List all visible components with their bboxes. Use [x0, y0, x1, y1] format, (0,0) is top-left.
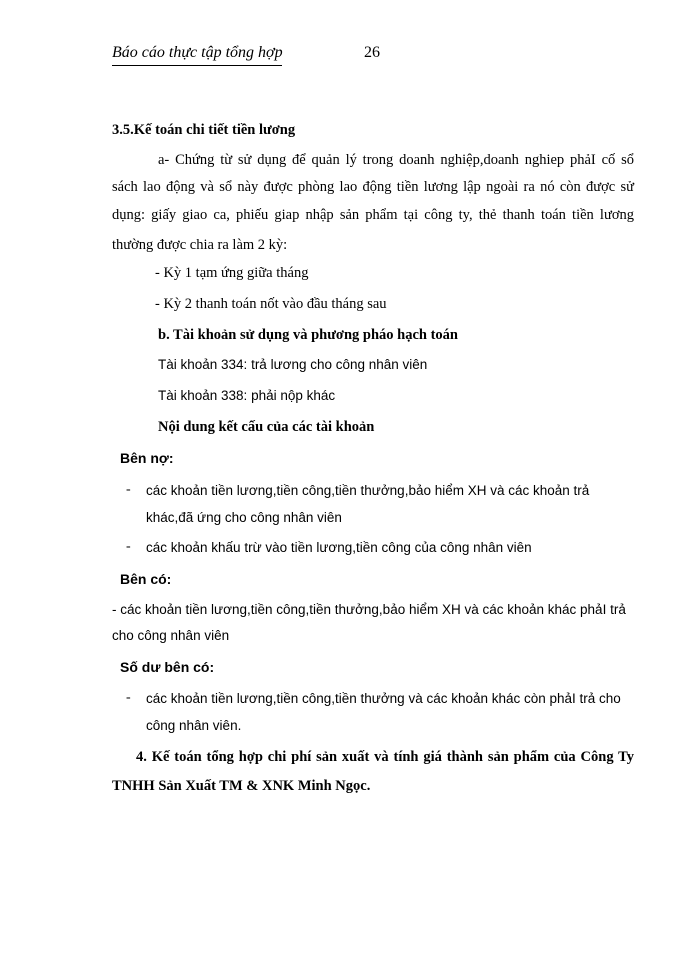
para-a-line-2: sách lao động và sổ này được phòng lao động tiền lương lập ngoài ra nó còn được sử [112, 179, 634, 195]
section-4-line-1: 4. Kế toán tổng hợp chi phí sản xuất và tính giá thành sản phẩm của Công Ty [136, 749, 634, 765]
header-underline [112, 65, 282, 66]
so-du-line-2: công nhân viên. [146, 718, 242, 733]
ben-co-line-2: cho công nhân viên [112, 628, 230, 643]
para-a-line-1: a- Chứng từ sử dụng để quản lý trong doanh nghiệp,doanh nghiep phảI cố sổ [158, 152, 634, 168]
page-header [112, 44, 592, 66]
ky-2: - Kỳ 2 thanh toán nốt vào đầu tháng sau [155, 296, 387, 312]
so-du-line-1: các khoản tiền lương,tiền công,tiền thưởng và các khoản khác còn phảI trả cho [146, 691, 621, 706]
account-338: Tài khoản 338: phải nộp khác [158, 388, 336, 403]
heading-b: b. Tài khoản sử dụng và phương pháo hạch toán [158, 327, 458, 343]
bullet-dash: - [126, 690, 131, 705]
section-4-line-2: TNHH Sản Xuất TM & XNK Minh Ngọc. [112, 778, 371, 794]
bullet-dash: - [126, 539, 131, 554]
para-a-line-4: thường được chia ra làm 2 kỳ: [112, 237, 288, 253]
ben-no-item-2: các khoản khấu trừ vào tiền lương,tiền công của công nhân viên [146, 540, 532, 555]
ben-no-item-1-line-1: các khoản tiền lương,tiền công,tiền thưởng,bảo hiểm XH và các khoản trả [146, 483, 590, 498]
para-a-line-3: dụng: giấy giao ca, phiếu giap nhập sản phẩm tại công ty, thẻ thanh toán tiền lương [112, 207, 634, 223]
header-title: Báo cáo thực tập tổng hợp [112, 44, 283, 61]
ky-1: - Kỳ 1 tạm ứng giữa tháng [155, 265, 309, 281]
ben-co-label: Bên có: [120, 571, 172, 587]
so-du-label: Số dư bên có: [120, 659, 215, 675]
bullet-dash: - [126, 482, 131, 497]
page-number: 26 [364, 44, 380, 61]
ben-co-line-1: - các khoản tiền lương,tiền công,tiền thưởng,bảo hiểm XH và các khoản khác phảI trả [112, 602, 626, 617]
section-title: 3.5.Kế toán chi tiết tiền lương [112, 122, 296, 138]
ben-no-label: Bên nợ: [120, 450, 174, 466]
account-structure-heading: Nội dung kết cấu của các tài khoản [158, 419, 375, 435]
account-334: Tài khoản 334: trả lương cho công nhân viên [158, 357, 428, 372]
ben-no-item-1-line-2: khác,đã ứng cho công nhân viên [146, 510, 342, 525]
